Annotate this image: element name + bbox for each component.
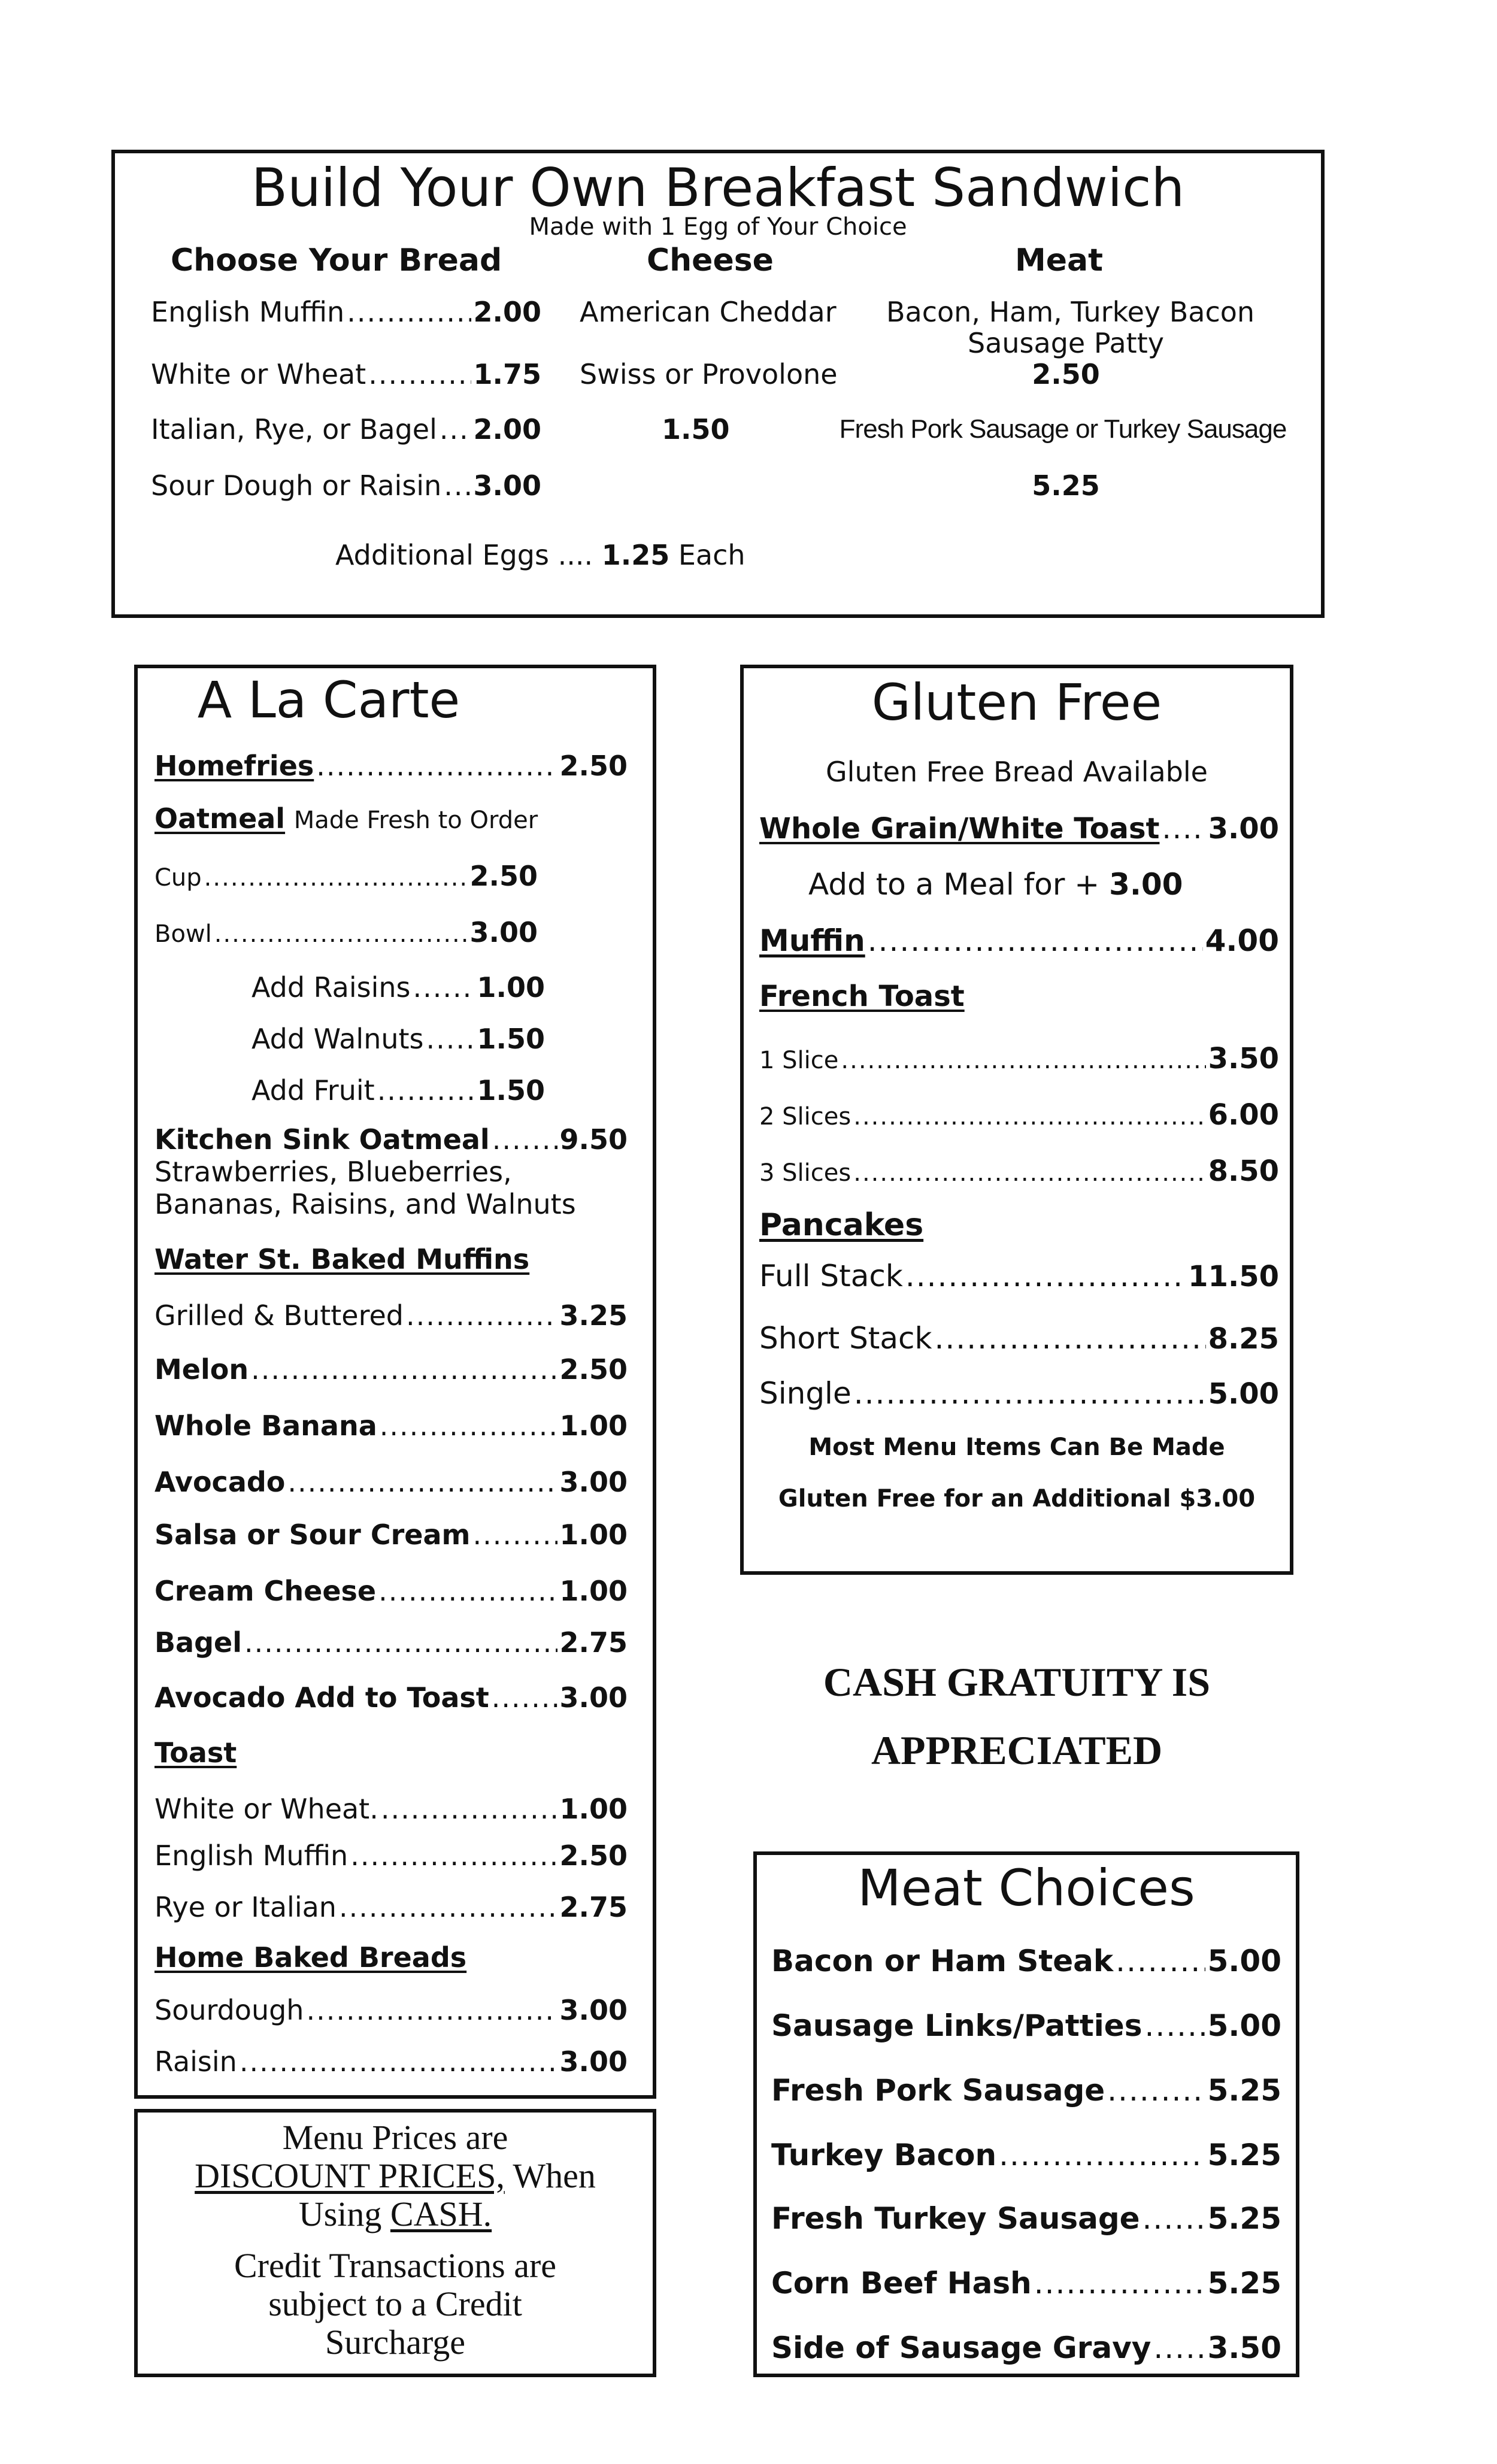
meat-price: 2.50 <box>1032 358 1100 390</box>
bread-item: Raisin ..... 3.00 <box>154 2045 628 2078</box>
a-la-carte-item: Whole Banana ..... 1.00 <box>154 1410 628 1442</box>
a-la-carte-item: Avocado ..... 3.00 <box>154 1466 628 1498</box>
breakfast-sandwich-subtitle: Made with 1 Egg of Your Choice <box>529 213 907 241</box>
toast-item: White or Wheat. ..... 1.00 <box>154 1793 628 1825</box>
bread-item: Sour Dough or Raisin ..... 3.00 <box>151 469 541 502</box>
homefries-item: Homefries ..... 2.50 <box>154 750 628 782</box>
kitchen-sink-oatmeal: Kitchen Sink Oatmeal ..... 9.50 <box>154 1123 628 1156</box>
cheese-option: Swiss or Provolone <box>580 358 838 390</box>
breakfast-sandwich-title: Build Your Own Breakfast Sandwich <box>251 157 1185 219</box>
cheese-header: Cheese <box>647 243 774 278</box>
muffins-header: Water St. Baked Muffins <box>154 1243 530 1275</box>
pancake-item: Full Stack ..... 11.50 <box>759 1259 1279 1293</box>
gratuity-notice: APPRECIATED <box>871 1727 1163 1773</box>
oatmeal-cup: Cup ..... 2.50 <box>154 860 538 892</box>
gluten-free-muffin: Muffin ..... 4.00 <box>759 923 1279 958</box>
a-la-carte-item: Cream Cheese ..... 1.00 <box>154 1575 628 1607</box>
oatmeal-addon: Add Walnuts ..... 1.50 <box>251 1023 545 1055</box>
kitchen-sink-description: Strawberries, Blueberries, <box>154 1156 512 1188</box>
meat-choice-item: Sausage Links/Patties ..... 5.00 <box>771 2008 1281 2043</box>
oatmeal-addon: Add Raisins ..... 1.00 <box>251 971 545 1004</box>
oatmeal-bowl: Bowl ..... 3.00 <box>154 916 538 948</box>
bread-item: Sourdough ..... 3.00 <box>154 1994 628 2026</box>
meat-choices-title: Meat Choices <box>857 1859 1195 1917</box>
a-la-carte-item: Melon ..... 2.50 <box>154 1353 628 1386</box>
meat-option: Sausage Patty <box>968 327 1164 359</box>
cheese-option: American Cheddar <box>580 296 837 328</box>
meat-choice-item: Bacon or Ham Steak ..... 5.00 <box>771 1944 1281 1978</box>
toast-item: Rye or Italian ..... 2.75 <box>154 1891 628 1923</box>
bread-item: Italian, Rye, or Bagel ..... 2.00 <box>151 413 541 445</box>
a-la-carte-item: Avocado Add to Toast ..... 3.00 <box>154 1681 628 1714</box>
meat-choice-item: Side of Sausage Gravy ..... 3.50 <box>771 2330 1281 2365</box>
gluten-free-title: Gluten Free <box>871 673 1162 732</box>
cheese-price: 1.50 <box>662 413 730 445</box>
gluten-free-toast: Whole Grain/White Toast ..... 3.00 <box>759 812 1279 845</box>
meat-choice-item: Fresh Pork Sausage ..... 5.25 <box>771 2073 1281 2108</box>
gluten-free-bread-available: Gluten Free Bread Available <box>826 756 1208 788</box>
a-la-carte-item: Salsa or Sour Cream ..... 1.00 <box>154 1519 628 1551</box>
muffin-item: Grilled & Buttered ..... 3.25 <box>154 1299 628 1332</box>
toast-item: English Muffin ..... 2.50 <box>154 1839 628 1872</box>
bread-header: Choose Your Bread <box>171 243 502 278</box>
home-baked-breads-header: Home Baked Breads <box>154 1941 467 1974</box>
kitchen-sink-description: Bananas, Raisins, and Walnuts <box>154 1188 576 1220</box>
gratuity-notice: CASH GRATUITY IS <box>823 1659 1211 1705</box>
pancake-item: Short Stack ..... 8.25 <box>759 1321 1279 1356</box>
meat-price: 5.25 <box>1032 469 1100 502</box>
bread-item: English Muffin ..... 2.00 <box>151 296 541 328</box>
meat-header: Meat <box>1015 243 1103 278</box>
a-la-carte-title: A La Carte <box>197 671 460 729</box>
bread-item: White or Wheat ..... 1.75 <box>151 358 541 390</box>
meat-option: Fresh Pork Sausage or Turkey Sausage <box>839 414 1287 444</box>
discount-text: Menu Prices are DISCOUNT PRICES, When Using CASH. Credit Transactions are subject to a Credit Surcharge <box>195 2118 596 2362</box>
meat-option: Bacon, Ham, Turkey Bacon <box>886 296 1255 328</box>
oatmeal-heading: Oatmeal Made Fresh to Order <box>154 802 538 835</box>
french-toast-item: 2 Slices ..... 6.00 <box>759 1098 1279 1132</box>
a-la-carte-item: Bagel ..... 2.75 <box>154 1626 628 1659</box>
pancakes-header: Pancakes <box>759 1207 924 1243</box>
french-toast-header: French Toast <box>759 980 965 1013</box>
toast-header: Toast <box>154 1736 237 1769</box>
meat-choice-item: Fresh Turkey Sausage ..... 5.25 <box>771 2201 1281 2236</box>
french-toast-item: 1 Slice ..... 3.50 <box>759 1042 1279 1075</box>
additional-eggs: Additional Eggs .... 1.25 Each <box>335 539 746 571</box>
gluten-free-note: Most Menu Items Can Be Made <box>808 1433 1225 1461</box>
gluten-free-add-to-meal: Add to a Meal for + 3.00 <box>808 867 1183 902</box>
oatmeal-addon: Add Fruit ..... 1.50 <box>251 1074 545 1107</box>
french-toast-item: 3 Slices ..... 8.50 <box>759 1154 1279 1188</box>
pancake-item: Single ..... 5.00 <box>759 1376 1279 1411</box>
gluten-free-note: Gluten Free for an Additional $3.00 <box>778 1485 1256 1513</box>
meat-choice-item: Turkey Bacon ..... 5.25 <box>771 2138 1281 2172</box>
meat-choice-item: Corn Beef Hash ..... 5.25 <box>771 2266 1281 2301</box>
